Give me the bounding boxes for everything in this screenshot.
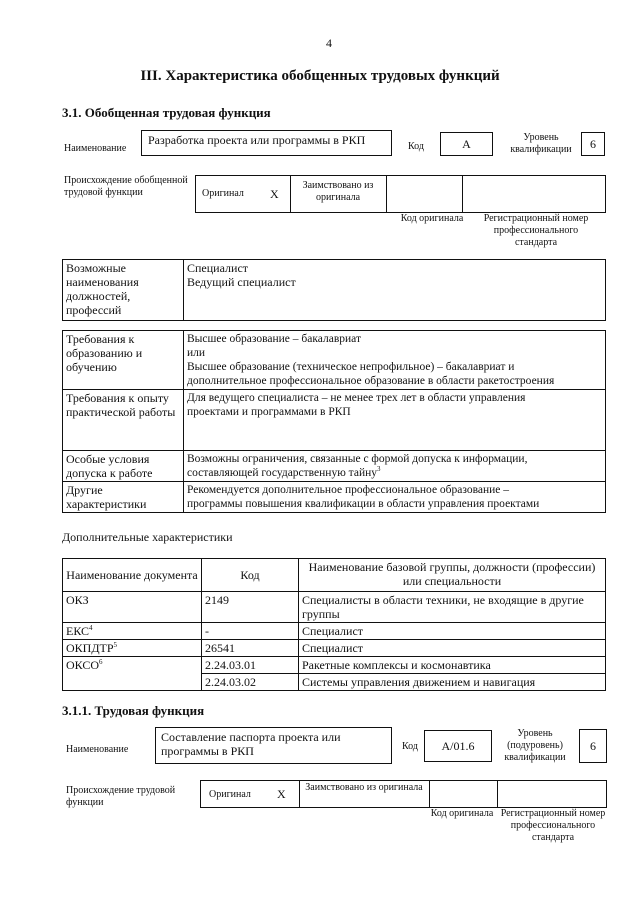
gtf-code-label: Код <box>408 141 424 152</box>
req-experience-row <box>63 390 606 451</box>
tf-original-mark: X <box>277 787 286 801</box>
footnote-ref: 5 <box>113 641 118 649</box>
extra-heading: Дополнительные характеристики <box>62 530 233 544</box>
req-education-row <box>63 331 606 390</box>
req-other-label: Другие характеристики <box>63 482 184 513</box>
extra-table <box>62 558 606 691</box>
doc-code: 2149 <box>202 592 299 623</box>
gtf-reg-number-label: Регистрационный номер профессионального стандарта <box>483 213 589 248</box>
tf-origin-label: Происхождение трудовой функции <box>66 785 176 808</box>
gtf-level-value: 6 <box>581 132 605 156</box>
doc-value: Ракетные комплексы и космонавтика <box>299 657 606 674</box>
doc-value: Системы управления движением и навигация <box>299 674 606 691</box>
tf-origin-box <box>200 780 607 808</box>
gtf-borrowed-label: Заимствовано из оригинала <box>302 180 374 203</box>
gtf-name-value: Разработка проекта или программы в РКП <box>141 130 392 156</box>
gtf-level-label: Уровень квалификации <box>510 132 572 155</box>
tf-name-label: Наименование <box>66 744 129 755</box>
doc-value: Специалисты в области техники, не входящие в другие группы <box>299 592 606 623</box>
req-conditions-line: составляющей государственную тайну <box>187 467 378 479</box>
req-experience-line: Для ведущего специалиста – не менее трех лет в области управления <box>187 392 526 404</box>
tf-code-value: A/01.6 <box>424 730 492 762</box>
position-1: Специалист <box>187 261 249 275</box>
req-experience-label: Требования к опыту практической работы <box>63 390 184 451</box>
footnote-ref: 6 <box>99 658 103 666</box>
gtf-origin-box <box>195 175 606 213</box>
extra-col-code: Код <box>202 559 299 592</box>
gtf-origin-label: Происхождение обобщенной трудовой функции <box>64 175 188 198</box>
tf-code-label: Код <box>402 741 418 752</box>
req-education-line: дополнительное профессиональное образование в области ракетостроения <box>187 375 555 387</box>
doc-name: ОКЗ <box>66 593 89 607</box>
table-row <box>63 623 606 640</box>
extra-col-name: Наименование базовой группы, должности (профессии) или специальности <box>299 559 606 592</box>
table-row <box>63 592 606 623</box>
gtf-original-mark: X <box>270 187 279 201</box>
tf-heading: 3.1.1. Трудовая функция <box>62 703 205 718</box>
req-conditions-row <box>63 451 606 482</box>
doc-value: Специалист <box>299 640 606 657</box>
positions-table <box>62 259 606 321</box>
doc-code: - <box>202 623 299 640</box>
req-experience-line: проектами и программами в РКП <box>187 406 351 418</box>
req-education-line: Высшее образование (техническое непрофильное) – бакалавриат и <box>187 361 515 373</box>
doc-name: ОКСО <box>66 658 100 672</box>
doc-code: 26541 <box>202 640 299 657</box>
tf-reg-number-label: Регистрационный номер профессионального стандарта <box>500 808 606 843</box>
doc-code: 2.24.03.02 <box>202 674 299 691</box>
extra-col-doc: Наименование документа <box>63 559 202 592</box>
req-education-line: Высшее образование – бакалавриат <box>187 333 361 345</box>
requirements-table <box>62 330 606 513</box>
gtf-code-value: A <box>440 132 493 156</box>
gtf-name-label: Наименование <box>64 143 127 154</box>
tf-borrowed-label: Заимствовано из оригинала <box>305 782 423 793</box>
position-2: Ведущий специалист <box>187 275 296 289</box>
page-number: 4 <box>326 36 332 50</box>
footnote-ref: 3 <box>377 465 381 474</box>
req-education-line: или <box>187 347 206 359</box>
req-other-row <box>63 482 606 513</box>
req-education-label: Требования к образованию и обучению <box>63 331 184 390</box>
section-title: III. Характеристика обобщенных трудовых функций <box>140 68 500 84</box>
req-other-line: Рекомендуется дополнительное профессиональное образование – <box>187 484 510 496</box>
tf-name-value: Составление паспорта проекта или программы в РКП <box>155 727 392 764</box>
tf-original-label: Оригинал <box>209 789 251 800</box>
req-conditions-line: Возможны ограничения, связанные с формой допуска к информации, <box>187 453 528 465</box>
table-row <box>63 657 606 674</box>
doc-value: Специалист <box>299 623 606 640</box>
doc-name: ОКПДТР <box>66 641 114 655</box>
gtf-heading: 3.1. Обобщенная трудовая функция <box>62 105 271 120</box>
gtf-original-label: Оригинал <box>202 188 244 199</box>
gtf-code-orig-label: Код оригинала <box>400 213 464 224</box>
positions-label: Возможные наименования должностей, профессий <box>63 260 184 321</box>
footnote-ref: 4 <box>89 624 93 632</box>
doc-code: 2.24.03.01 <box>202 657 299 674</box>
tf-level-value: 6 <box>579 729 607 763</box>
doc-name: ЕКС <box>66 624 90 638</box>
req-other-line: программы повышения квалификации в области управления проектами <box>187 498 540 510</box>
req-conditions-label: Особые условия допуска к работе <box>63 451 184 482</box>
tf-code-orig-label: Код оригинала <box>430 808 494 819</box>
tf-level-label: Уровень (подуровень) квалификации <box>504 728 566 763</box>
table-row <box>63 640 606 657</box>
